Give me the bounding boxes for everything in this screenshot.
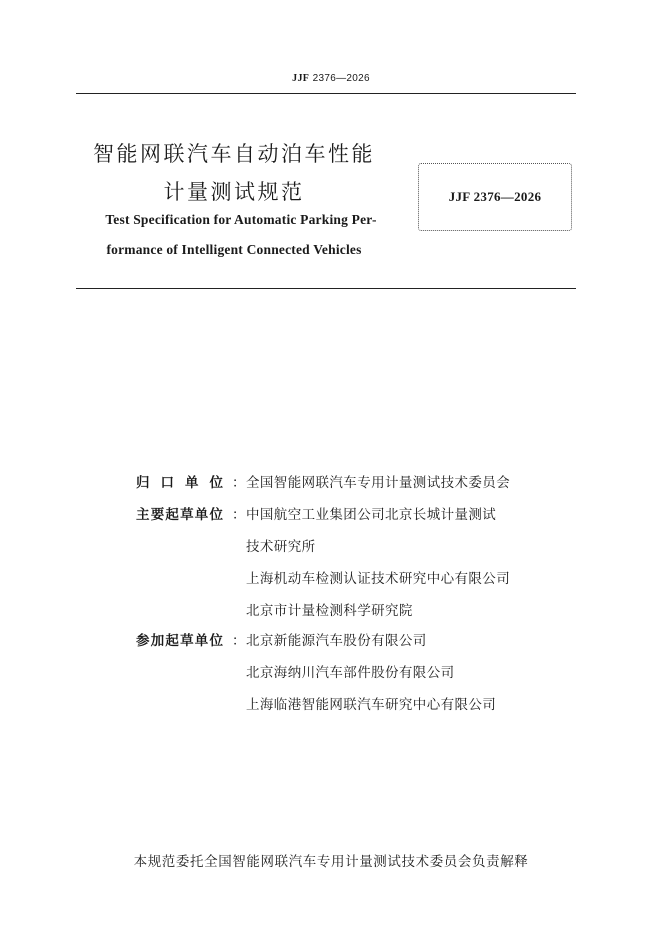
- main-drafter-item: 技术研究所: [246, 539, 316, 555]
- title-cn-line1: 智能网联汽车自动泊车性能: [93, 142, 375, 166]
- responsible-unit-label: 归口单位: [136, 475, 234, 491]
- document-code-header: [0, 73, 662, 84]
- participating-drafter-item: 北京海纳川汽车部件股份有限公司: [246, 665, 455, 681]
- bottom-rule: [76, 288, 576, 289]
- participating-drafter-item: 北京新能源汽车股份有限公司: [246, 633, 427, 649]
- title-en-line1: Test Specification for Automatic Parking Per-: [105, 212, 377, 227]
- colon: ：: [232, 507, 246, 523]
- standard-code-box: JJF 2376—2026: [418, 163, 572, 231]
- main-drafter-item: 上海机动车检测认证技术研究中心有限公司: [246, 571, 511, 587]
- main-drafters-label: 主要起草单位: [136, 507, 225, 523]
- top-rule: [76, 93, 576, 94]
- main-drafter-item: 中国航空工业集团公司北京长城计量测试: [246, 507, 497, 523]
- participating-drafters-label: 参加起草单位: [136, 633, 225, 649]
- responsible-unit-value: 全国智能网联汽车专用计量测试技术委员会: [246, 475, 511, 491]
- interpretation-note: 本规范委托全国智能网联汽车专用计量测试技术委员会负责解释: [133, 854, 529, 870]
- title-en-line2: formance of Intelligent Connected Vehicles: [106, 242, 362, 257]
- code-prefix: JJF: [292, 73, 310, 84]
- participating-drafter-item: 上海临港智能网联汽车研究中心有限公司: [246, 697, 497, 713]
- colon: ：: [232, 633, 246, 649]
- main-drafter-item: 北京市计量检测科学研究院: [246, 603, 413, 619]
- colon: ：: [232, 475, 246, 491]
- code-year: 2376—2026: [312, 73, 370, 84]
- title-cn-line2: 计量测试规范: [163, 180, 305, 204]
